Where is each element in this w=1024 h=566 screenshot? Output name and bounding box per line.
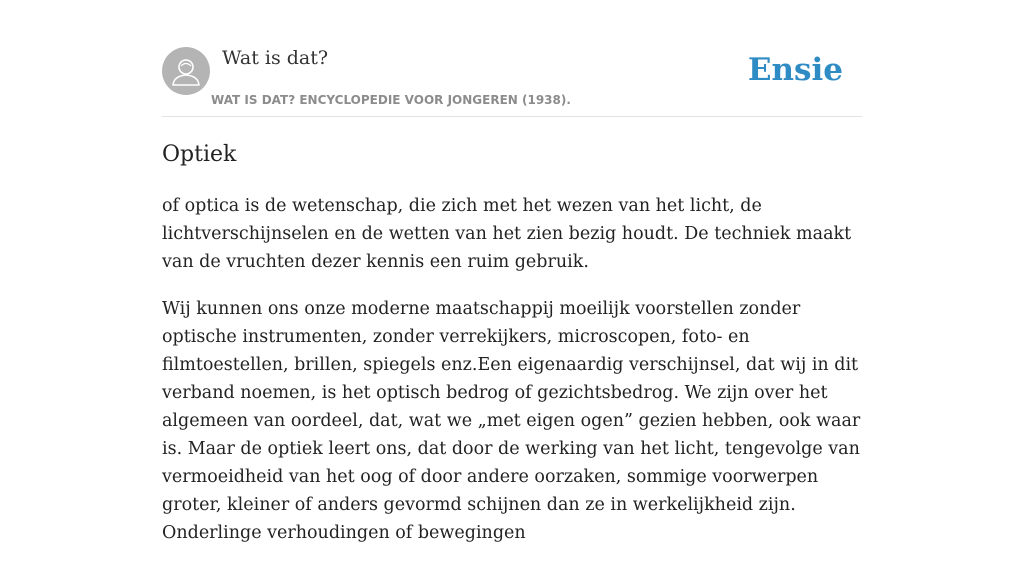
article-title: Optiek — [162, 142, 237, 167]
article-paragraph: of optica is de wetenschap, die zich met het wezen van het licht, de lichtverschijnselen en de wetten van het zien bezig houdt. De techniek maakt van de vruchten dezer kennis een ruim gebruik. — [162, 196, 852, 272]
article-body — [162, 192, 862, 566]
ensie-logo[interactable]: Ensie — [747, 52, 843, 88]
source-title[interactable]: Wat is dat? — [222, 47, 329, 69]
page — [162, 0, 862, 543]
article-paragraph: Wij kunnen ons onze moderne maatschappij moeilijk voorstellen zonder optische instrumenten, zonder verrekijkers, microscopen, foto- en filmtoestellen, brillen, spiegels enz.Een eigenaardig verschijnsel, dat wij in dit verband noemen, is het optisch bedrog of gezichtsbedrog. We zijn over het algemeen van oordeel, dat, wat we „met eigen ogen” gezien hebben, ook waar is. Maar de optiek leert ons, dat door de werking van het licht, tengevolge van vermoeidheid van het oog of door andere oorzaken, sommige voorwerpen groter, kleiner of anders gevormd schijnen dan ze in werkelijkheid zijn. Onderlinge verhoudingen of bewegingen — [162, 299, 861, 543]
avatar[interactable] — [162, 47, 210, 95]
user-silhouette-icon — [162, 47, 210, 95]
source-header — [162, 46, 862, 117]
source-subtitle[interactable]: WAT IS DAT? ENCYCLOPEDIE VOOR JONGEREN (1938). — [211, 93, 571, 107]
